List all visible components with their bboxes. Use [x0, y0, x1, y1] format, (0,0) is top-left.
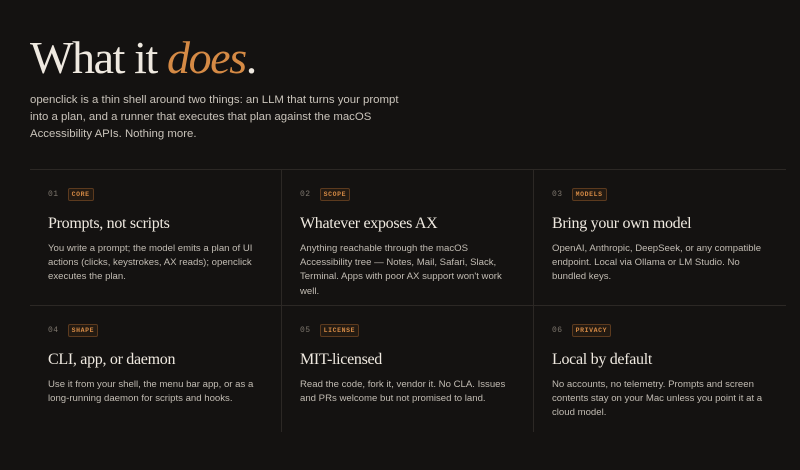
feature-title: Whatever exposes AX: [300, 215, 438, 232]
feature-card-scope: [282, 170, 534, 306]
feature-description: You write a prompt; the model emits a plan of UI actions (clicks, keystrokes, AX reads); openclick executes the plan.: [48, 243, 253, 283]
feature-tag: SCOPE: [320, 188, 351, 201]
feature-meta: [300, 324, 533, 337]
feature-number: 04: [48, 326, 59, 335]
feature-tag: SHAPE: [68, 324, 99, 337]
feature-meta: [552, 188, 786, 201]
feature-card-privacy: [534, 306, 786, 432]
feature-card-shape: [30, 306, 282, 432]
heading-accent: does: [166, 32, 246, 83]
feature-meta: [552, 324, 786, 337]
feature-description: Anything reachable through the macOS Accessibility tree — Notes, Mail, Safari, Slack, Terminal. Apps with poor AX support won't work well.: [300, 243, 502, 297]
feature-number: 02: [300, 190, 311, 199]
feature-meta: [300, 188, 533, 201]
feature-grid: [30, 169, 786, 432]
feature-description: Read the code, fork it, vendor it. No CLA. Issues and PRs welcome but not promised to land.: [300, 379, 506, 405]
feature-meta: [48, 324, 281, 337]
feature-tag: PRIVACY: [572, 324, 612, 337]
feature-title: Local by default: [552, 351, 653, 368]
feature-tag: MODELS: [572, 188, 607, 201]
feature-tag: LICENSE: [320, 324, 360, 337]
feature-title: Bring your own model: [552, 215, 692, 232]
feature-meta: [48, 188, 281, 201]
feature-description: No accounts, no telemetry. Prompts and screen contents stay on your Mac unless you point it at a cloud model.: [552, 379, 763, 419]
section-heading: [30, 32, 256, 84]
intro-paragraph: openclick is a thin shell around two things: an LLM that turns your prompt into a plan, and a runner that executes that plan against the macOS Accessibility APIs. Nothing more.: [30, 94, 399, 140]
feature-tag: CORE: [68, 188, 94, 201]
feature-number: 06: [552, 326, 563, 335]
feature-number: 01: [48, 190, 59, 199]
feature-title: CLI, app, or daemon: [48, 351, 176, 368]
feature-title: Prompts, not scripts: [48, 215, 170, 232]
feature-description: Use it from your shell, the menu bar app, or as a long-running daemon for scripts and hooks.: [48, 379, 254, 405]
feature-number: 03: [552, 190, 563, 199]
heading-end: .: [245, 32, 256, 83]
feature-card-models: [534, 170, 786, 306]
feature-title: MIT-licensed: [300, 351, 383, 368]
heading-lead: What it: [30, 32, 167, 83]
feature-card-license: [282, 306, 534, 432]
feature-card-core: [30, 170, 282, 306]
feature-description: OpenAI, Anthropic, DeepSeek, or any compatible endpoint. Local via Ollama or LM Studio. No bundled keys.: [552, 243, 762, 283]
feature-number: 05: [300, 326, 311, 335]
